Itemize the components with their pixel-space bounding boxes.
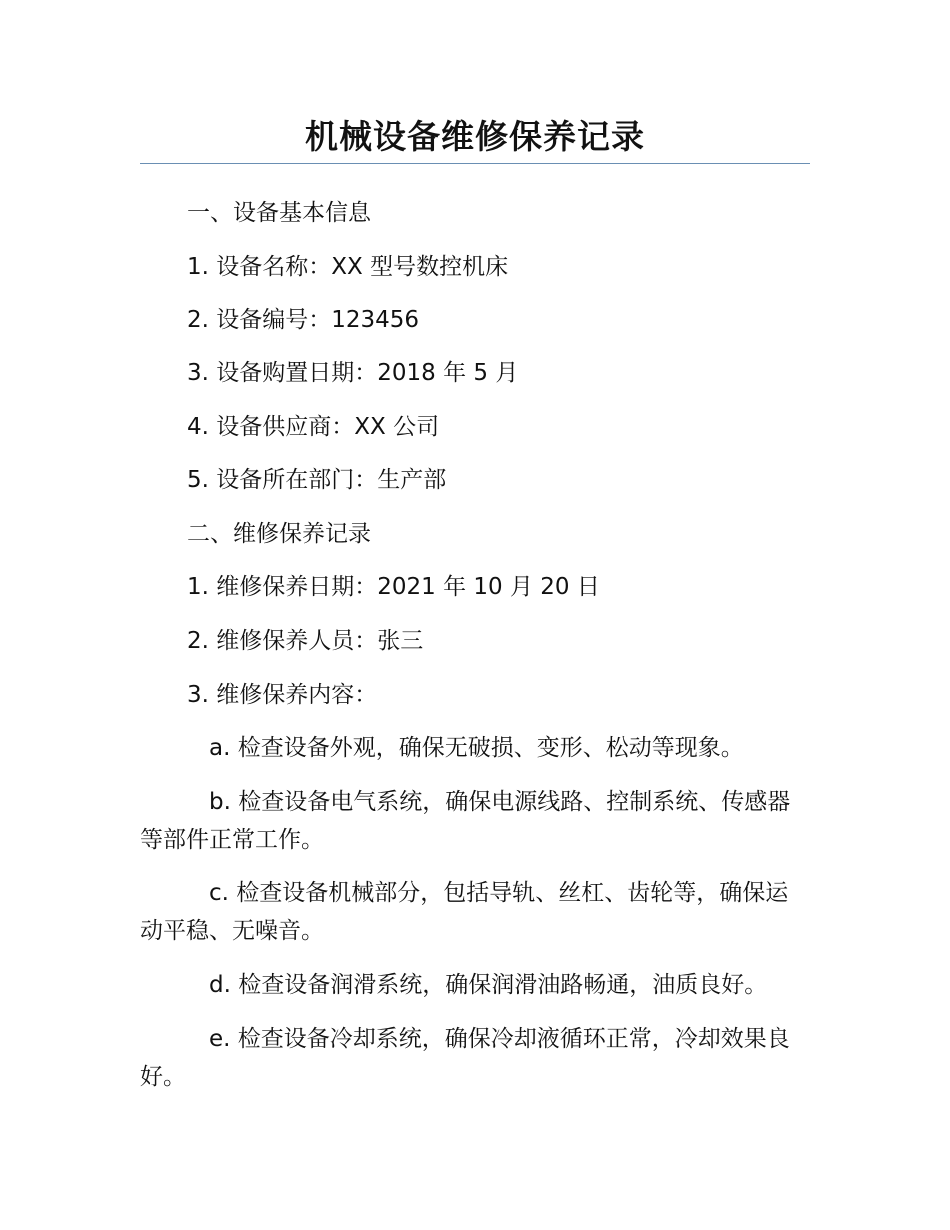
field-device-name: 1. 设备名称：XX 型号数控机床	[187, 254, 509, 280]
section-heading-maintenance: 二、维修保养记录	[187, 521, 371, 547]
content-item-b: b. 检查设备电气系统，确保电源线路、控制系统、传感器等部件正常工作。	[140, 789, 791, 853]
field-device-number: 2. 设备编号：123456	[187, 307, 420, 333]
content-item-a: a. 检查设备外观，确保无破损、变形、松动等现象。	[209, 735, 744, 761]
field-supplier: 4. 设备供应商：XX 公司	[187, 414, 440, 440]
content-item-d: d. 检查设备润滑系统，确保润滑油路畅通，油质良好。	[209, 972, 768, 998]
content-item-e: e. 检查设备冷却系统，确保冷却液循环正常，冷却效果良好。	[140, 1026, 790, 1090]
field-maintenance-date: 1. 维修保养日期：2021 年 10 月 20 日	[187, 574, 600, 600]
content-item-c: c. 检查设备机械部分，包括导轨、丝杠、齿轮等，确保运动平稳、无噪音。	[140, 880, 789, 944]
field-department: 5. 设备所在部门：生产部	[187, 467, 447, 493]
field-purchase-date: 3. 设备购置日期：2018 年 5 月	[187, 360, 519, 386]
section-heading-basic-info: 一、设备基本信息	[187, 200, 371, 226]
field-maintenance-content: 3. 维修保养内容：	[187, 682, 378, 708]
document-title: 机械设备维修保养记录	[305, 117, 645, 156]
field-maintenance-staff: 2. 维修保养人员：张三	[187, 628, 424, 654]
title-underline	[140, 163, 810, 164]
